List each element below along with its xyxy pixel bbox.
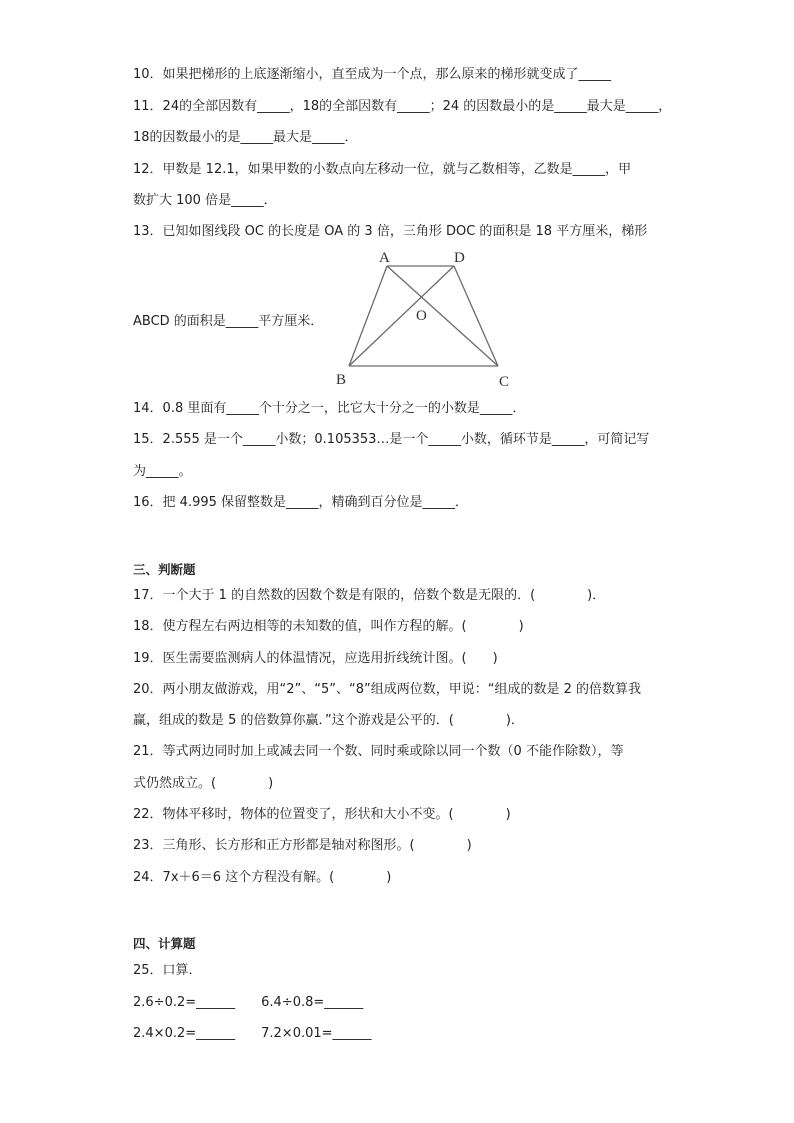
section-title-calculation: 四、计算题 — [133, 936, 196, 951]
line-q20b: 赢，组成的数是 5 的倍数算你赢．”这个游戏是公平的．( )． — [133, 713, 524, 728]
line-q11b: 18的因数最小的是_____最大是_____． — [133, 130, 358, 145]
segment-dc — [454, 266, 498, 366]
trapezoid-figure — [330, 246, 520, 392]
line-q18: 18．使方程左右两边相等的未知数的值，叫作方程的解。( ) — [133, 619, 524, 634]
line-q12a: 12．甲数是 12.1，如果甲数的小数点向左移动一位，就与乙数相等，乙数是_____，甲 — [133, 162, 632, 177]
section-title-judgment: 三、判断题 — [133, 562, 196, 577]
line-q24: 24．7x＋6＝6 这个方程没有解。( ) — [133, 870, 392, 885]
line-q17: 17．一个大于 1 的自然数的因数个数是有限的，倍数个数是无限的．( )． — [133, 588, 606, 603]
line-q21a: 21．等式两边同时加上或减去同一个数、同时乘或除以同一个数（0 不能作除数），等 — [133, 744, 624, 759]
segment-ac — [387, 266, 498, 366]
line-q15a: 15．2.555 是一个_____小数；0.105353…是一个_____小数，循环节是_____，可简记写 — [133, 432, 650, 447]
line-q23: 23．三角形、长方形和正方形都是轴对称图形。( ) — [133, 838, 472, 853]
line-q16: 16．把 4.995 保留整数是_____，精确到百分位是_____． — [133, 495, 469, 510]
line-q22: 22．物体平移时，物体的位置变了，形状和大小不变。( ) — [133, 807, 511, 822]
label-o: O — [416, 308, 427, 324]
line-calc-2: 2.4×0.2=______ 7.2×0.01=______ — [133, 1026, 372, 1041]
label-a: A — [379, 250, 390, 266]
label-c: C — [499, 374, 510, 390]
segment-ab — [349, 266, 387, 366]
label-d: D — [454, 250, 465, 266]
line-q20a: 20．两小朋友做游戏，用“2”、“5”、“8”组成两位数，甲说：“组成的数是 2 的倍数算我 — [133, 682, 642, 697]
line-q10: 10．如果把梯形的上底逐渐缩小，直至成为一个点，那么原来的梯形就变成了_____ — [133, 67, 612, 82]
line-q19: 19．医生需要监测病人的体温情况，应选用折线统计图。( ) — [133, 651, 498, 666]
segment-bd — [349, 266, 454, 366]
line-calc-1: 2.6÷0.2=______ 6.4÷0.8=______ — [133, 995, 364, 1010]
line-q14: 14．0.8 里面有_____个十分之一，比它大十分之一的小数是_____． — [133, 401, 526, 416]
label-b: B — [336, 372, 347, 388]
line-q13b: ABCD 的面积是_____平方厘米． — [133, 314, 324, 329]
line-q25: 25．口算． — [133, 963, 202, 978]
line-q13a: 13．已知如图线段 OC 的长度是 OA 的 3 倍，三角形 DOC 的面积是 18 平方厘米，梯形 — [133, 224, 648, 239]
line-q15b: 为_____。 — [133, 464, 192, 479]
line-q12b: 数扩大 100 倍是_____． — [133, 193, 277, 208]
line-q11a: 11．24的全部因数有_____，18的全部因数有_____；24 的因数最小的是_____最大是_____， — [133, 99, 672, 114]
line-q21b: 式仍然成立。( ) — [133, 776, 274, 791]
